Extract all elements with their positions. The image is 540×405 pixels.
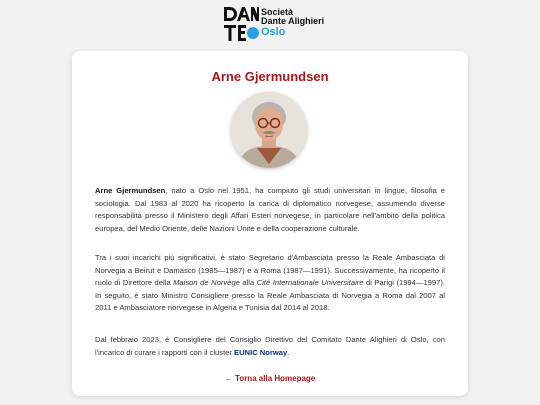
bio-paragraph-1 <box>95 185 445 235</box>
back-to-homepage-link[interactable]: ← Torna alla Homepage <box>224 374 316 383</box>
bio-p2-text-b: alla <box>239 278 257 288</box>
logo-wordmark <box>261 8 324 37</box>
bio-paragraph-2 <box>95 252 445 315</box>
bio-p3-text-b: . <box>287 347 290 357</box>
bio-p2-cite: Cité Internationale Universitaire <box>256 278 364 288</box>
profile-name: Arne Gjermundsen <box>211 69 329 84</box>
profile-card <box>72 51 468 396</box>
logo-mark-icon <box>223 6 259 42</box>
logo-line-societa: Società <box>261 7 294 17</box>
portrait-image <box>231 92 307 168</box>
site-header <box>0 0 540 50</box>
eunic-norway-link[interactable]: EUNIC Norway <box>234 347 288 357</box>
profile-photo <box>231 92 307 168</box>
logo-line-dante: Dante Alighieri <box>261 16 325 26</box>
bio-name-bold: Arne Gjermundsen <box>95 186 166 195</box>
bio-p2-text-c: di Parigi (1994—1997). In seguito, è stato Ministro Consigliere presso la Reale Ambasciata di Norvegia a Roma dal 2007 al 2011 e Ambasciatore norvegese in Algeria e Tunisia dal 2014 al 2018. <box>95 278 445 313</box>
bio-p1-text: , nato a Oslo nel 1951, ha compiuto gli studi universitari in lingue, filosofia e sociologia. Dal 1983 al 2020 ha ricoperto la carica di diplomatico norvegese, assumendo diverse responsabilità presso il Ministero degli Affari Esteri norvegese, in particolare nell'ambito della politica europea, del Medio Oriente, delle Nazioni Unite e della cooperazione culturale. <box>95 186 445 233</box>
bio-p3-text-a: Dal febbraio 2023, è Consigliere del Consiglio Direttivo del Comitato Dante Alighieri di Oslo, con l'incarico di curare i rapporti con il cluster <box>95 335 445 357</box>
bio-p2-text-a: Tra i suoi incarichi più significativi, è stato Segretario d'Ambasciata presso la Reale Ambasciata di Norvegia a Beirut e Damasco (1985—1987) e a Roma (1987—1991). Successivamente, ha ricoperto il ruolo di Direttore della <box>95 253 445 288</box>
dante-oslo-logo[interactable] <box>223 6 323 42</box>
bio-p2-maison: Maison de Norvège <box>173 278 240 288</box>
logo-line-oslo: Oslo <box>261 26 286 38</box>
bio-paragraph-3 <box>95 334 445 359</box>
back-to-home-row <box>72 374 468 383</box>
